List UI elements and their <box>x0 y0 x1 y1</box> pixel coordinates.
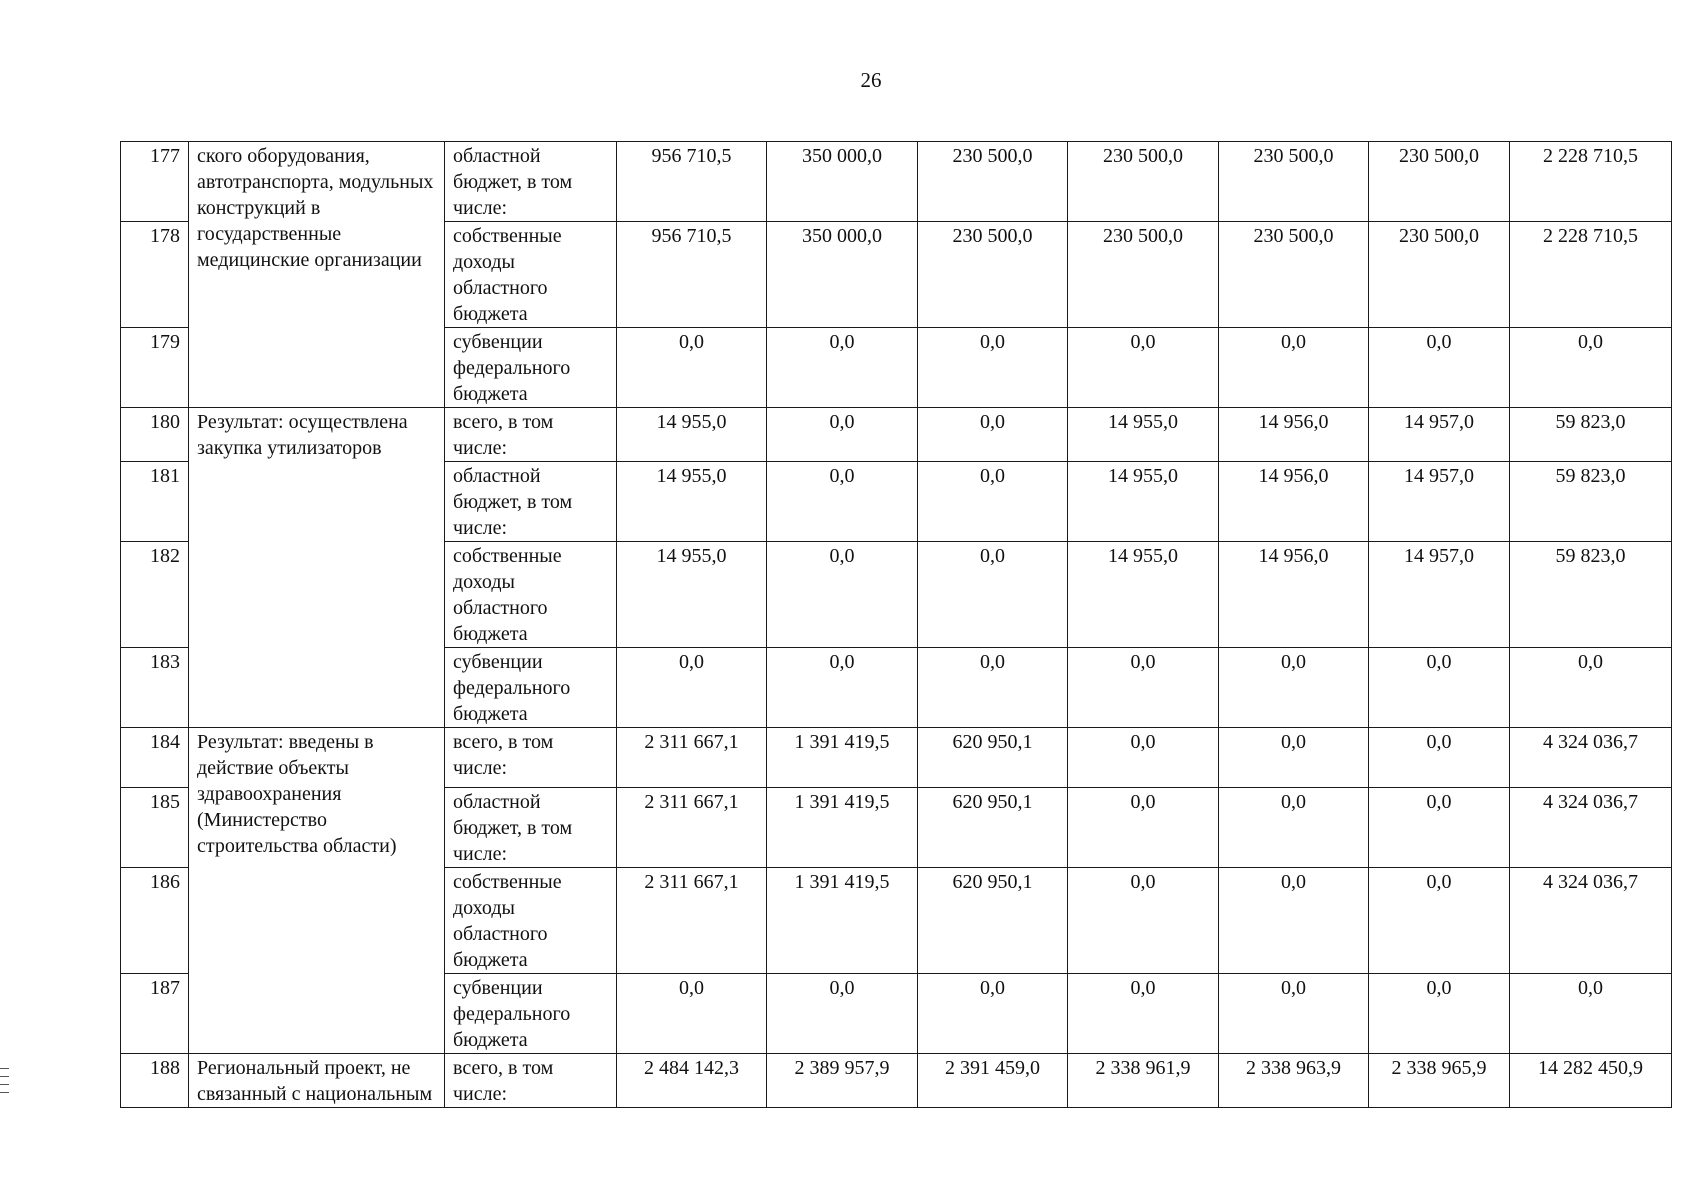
amount-value: 0,0 <box>1219 974 1369 1054</box>
amount-value: 0,0 <box>767 974 918 1054</box>
total-value: 59 823,0 <box>1510 462 1672 542</box>
item-description: Результат: осуществлена закупка утилизаторов <box>189 408 445 728</box>
amount-value: 14 955,0 <box>617 408 767 462</box>
amount-value: 350 000,0 <box>767 142 918 222</box>
amount-value: 14 956,0 <box>1219 462 1369 542</box>
amount-value: 620 950,1 <box>918 868 1068 974</box>
row-number: 180 <box>121 408 189 462</box>
funding-source: субвенции федерального бюджета <box>445 974 617 1054</box>
amount-value: 14 955,0 <box>1068 462 1219 542</box>
item-description: ского оборудования, автотранспорта, модульных конструкций в государственные медицинские организации <box>189 142 445 408</box>
amount-value: 0,0 <box>1068 974 1219 1054</box>
amount-value: 2 389 957,9 <box>767 1054 918 1108</box>
row-number: 187 <box>121 974 189 1054</box>
row-number: 179 <box>121 328 189 408</box>
amount-value: 230 500,0 <box>1369 222 1510 328</box>
funding-source: областной бюджет, в том числе: <box>445 462 617 542</box>
table-row <box>121 408 1672 462</box>
amount-value: 620 950,1 <box>918 788 1068 868</box>
amount-value: 0,0 <box>918 408 1068 462</box>
row-number: 185 <box>121 788 189 868</box>
amount-value: 230 500,0 <box>918 142 1068 222</box>
row-number: 186 <box>121 868 189 974</box>
amount-value: 0,0 <box>1219 868 1369 974</box>
amount-value: 2 338 961,9 <box>1068 1054 1219 1108</box>
amount-value: 2 338 963,9 <box>1219 1054 1369 1108</box>
item-description: Региональный проект, не связанный с национальным <box>189 1054 445 1108</box>
amount-value: 2 311 667,1 <box>617 788 767 868</box>
total-value: 4 324 036,7 <box>1510 868 1672 974</box>
total-value: 0,0 <box>1510 328 1672 408</box>
amount-value: 350 000,0 <box>767 222 918 328</box>
funding-source: субвенции федерального бюджета <box>445 648 617 728</box>
table-row <box>121 728 1672 788</box>
amount-value: 620 950,1 <box>918 728 1068 788</box>
row-number: 178 <box>121 222 189 328</box>
amount-value: 0,0 <box>1219 728 1369 788</box>
amount-value: 14 955,0 <box>617 542 767 648</box>
amount-value: 2 338 965,9 <box>1369 1054 1510 1108</box>
total-value: 2 228 710,5 <box>1510 222 1672 328</box>
amount-value: 230 500,0 <box>918 222 1068 328</box>
funding-source: субвенции федерального бюджета <box>445 328 617 408</box>
amount-value: 0,0 <box>767 542 918 648</box>
total-value: 14 282 450,9 <box>1510 1054 1672 1108</box>
amount-value: 14 957,0 <box>1369 462 1510 542</box>
amount-value: 0,0 <box>767 462 918 542</box>
funding-source: собственные доходы областного бюджета <box>445 542 617 648</box>
amount-value: 230 500,0 <box>1068 222 1219 328</box>
funding-source: областной бюджет, в том числе: <box>445 142 617 222</box>
amount-value: 0,0 <box>918 648 1068 728</box>
funding-source: всего, в том числе: <box>445 728 617 788</box>
amount-value: 0,0 <box>1369 788 1510 868</box>
amount-value: 0,0 <box>1369 648 1510 728</box>
amount-value: 14 956,0 <box>1219 542 1369 648</box>
total-value: 4 324 036,7 <box>1510 728 1672 788</box>
amount-value: 14 955,0 <box>1068 408 1219 462</box>
funding-source: всего, в том числе: <box>445 408 617 462</box>
table-row <box>121 1054 1672 1108</box>
row-number: 183 <box>121 648 189 728</box>
total-value: 59 823,0 <box>1510 542 1672 648</box>
amount-value: 0,0 <box>767 408 918 462</box>
funding-source: собственные доходы областного бюджета <box>445 868 617 974</box>
amount-value: 0,0 <box>1369 868 1510 974</box>
amount-value: 14 955,0 <box>1068 542 1219 648</box>
amount-value: 0,0 <box>1068 788 1219 868</box>
amount-value: 0,0 <box>918 974 1068 1054</box>
amount-value: 0,0 <box>1068 328 1219 408</box>
amount-value: 14 957,0 <box>1369 408 1510 462</box>
amount-value: 230 500,0 <box>1219 222 1369 328</box>
amount-value: 1 391 419,5 <box>767 788 918 868</box>
amount-value: 230 500,0 <box>1369 142 1510 222</box>
amount-value: 1 391 419,5 <box>767 868 918 974</box>
funding-source: областной бюджет, в том числе: <box>445 788 617 868</box>
table-row <box>121 142 1672 222</box>
amount-value: 0,0 <box>1369 974 1510 1054</box>
amount-value: 0,0 <box>918 328 1068 408</box>
amount-value: 0,0 <box>918 542 1068 648</box>
scan-edge-marks <box>0 1068 10 1102</box>
amount-value: 14 956,0 <box>1219 408 1369 462</box>
funding-source: всего, в том числе: <box>445 1054 617 1108</box>
amount-value: 956 710,5 <box>617 142 767 222</box>
item-description: Результат: введены в действие объекты здравоохранения (Министерство строительства области) <box>189 728 445 1054</box>
total-value: 2 228 710,5 <box>1510 142 1672 222</box>
row-number: 177 <box>121 142 189 222</box>
row-number: 181 <box>121 462 189 542</box>
amount-value: 14 957,0 <box>1369 542 1510 648</box>
amount-value: 230 500,0 <box>1219 142 1369 222</box>
row-number: 184 <box>121 728 189 788</box>
amount-value: 0,0 <box>1369 728 1510 788</box>
amount-value: 0,0 <box>1068 868 1219 974</box>
amount-value: 2 484 142,3 <box>617 1054 767 1108</box>
funding-source: собственные доходы областного бюджета <box>445 222 617 328</box>
total-value: 4 324 036,7 <box>1510 788 1672 868</box>
amount-value: 0,0 <box>1369 328 1510 408</box>
total-value: 59 823,0 <box>1510 408 1672 462</box>
amount-value: 0,0 <box>767 648 918 728</box>
amount-value: 0,0 <box>767 328 918 408</box>
row-number: 182 <box>121 542 189 648</box>
amount-value: 0,0 <box>1219 648 1369 728</box>
budget-table <box>120 141 1672 1108</box>
amount-value: 14 955,0 <box>617 462 767 542</box>
amount-value: 2 391 459,0 <box>918 1054 1068 1108</box>
amount-value: 0,0 <box>617 974 767 1054</box>
amount-value: 0,0 <box>617 328 767 408</box>
amount-value: 956 710,5 <box>617 222 767 328</box>
amount-value: 0,0 <box>1068 648 1219 728</box>
total-value: 0,0 <box>1510 648 1672 728</box>
amount-value: 0,0 <box>1219 328 1369 408</box>
row-number: 188 <box>121 1054 189 1108</box>
amount-value: 0,0 <box>1068 728 1219 788</box>
amount-value: 0,0 <box>617 648 767 728</box>
amount-value: 2 311 667,1 <box>617 868 767 974</box>
amount-value: 1 391 419,5 <box>767 728 918 788</box>
total-value: 0,0 <box>1510 974 1672 1054</box>
amount-value: 2 311 667,1 <box>617 728 767 788</box>
amount-value: 0,0 <box>918 462 1068 542</box>
page-number: 26 <box>860 68 882 92</box>
amount-value: 0,0 <box>1219 788 1369 868</box>
amount-value: 230 500,0 <box>1068 142 1219 222</box>
